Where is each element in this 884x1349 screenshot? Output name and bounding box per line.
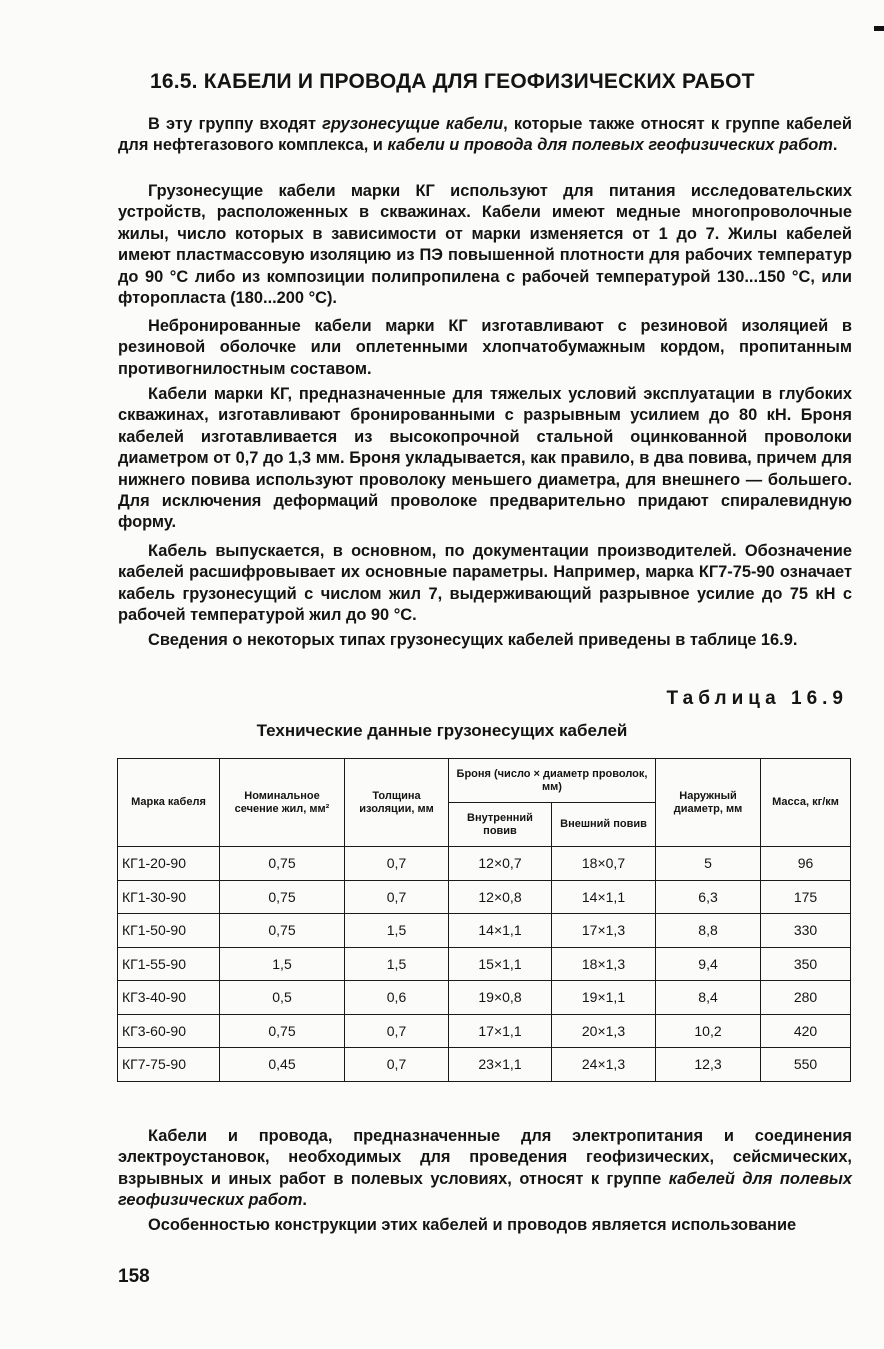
table-row: [118, 880, 851, 914]
cell-mark: КГ1-30-90: [118, 880, 220, 914]
paragraph-designation: Кабель выпускается, в основном, по документации производителей. Обозначение кабелей расшифровывает их основные параметры. Например, марка КГ7-75-90 означает кабель грузонесущий с числом жил 7, выдерживающий разрывное усилие до 75 кН с рабочей температурой жил до 90 °С.: [118, 542, 852, 625]
cell-mass: 350: [761, 947, 851, 981]
cell-outer: 20×1,3: [552, 1014, 656, 1048]
scan-mark: [874, 26, 884, 31]
cell-section: 0,75: [220, 1014, 345, 1048]
cell-mark: КГ1-20-90: [118, 847, 220, 881]
paragraph-kg-cables: Грузонесущие кабели марки КГ используют для питания исследовательских устройств, расположенных в скважинах. Кабели имеют медные многопроволочные жилы, число которых в зависимости от марки изменяется от 1 до 7. Жилы кабелей имеют пластмассовую изоляцию из ПЭ повышенной плотности для рабочих температур до 90 °С либо из композиции полипропилена с рабочей температурой 130...150 °С, или фторопласта (180...200 °С).: [118, 182, 852, 308]
cell-outer: 24×1,3: [552, 1048, 656, 1082]
cell-outer: 19×1,1: [552, 981, 656, 1015]
cell-section: 0,75: [220, 914, 345, 948]
cell-mark: КГ1-50-90: [118, 914, 220, 948]
cell-mass: 280: [761, 981, 851, 1015]
cell-section: 0,45: [220, 1048, 345, 1082]
cell-inner: 17×1,1: [449, 1014, 552, 1048]
cell-diameter: 5: [656, 847, 761, 881]
cell-insulation: 0,7: [345, 847, 449, 881]
table-row: [118, 947, 851, 981]
table-row: [118, 1048, 851, 1082]
header-mark: Марка кабеля: [118, 759, 220, 847]
cell-inner: 12×0,8: [449, 880, 552, 914]
table-row: [118, 914, 851, 948]
cell-diameter: 10,2: [656, 1014, 761, 1048]
cell-inner: 15×1,1: [449, 947, 552, 981]
cell-diameter: 8,8: [656, 914, 761, 948]
page-number: 158: [118, 1266, 150, 1287]
cell-mark: КГ7-75-90: [118, 1048, 220, 1082]
cell-insulation: 0,7: [345, 1048, 449, 1082]
cell-section: 0,5: [220, 981, 345, 1015]
paragraph-armored: Кабели марки КГ, предназначенные для тяжелых условий эксплуатации в глубоких скважинах, изготавливают бронированными с разрывным усилием до 80 кН. Броня кабелей изготавливается из высокопрочной стальной оцинкованной проволоки диаметром от 0,7 до 1,3 мм. Броня укладывается, как правило, в два повива, причем для нижнего повива используют проволоку меньшего диаметра, для внешнего — большего. Для исключения деформаций проволоке предварительно придают спиралевидную форму.: [118, 385, 852, 532]
cell-section: 0,75: [220, 880, 345, 914]
cell-outer: 17×1,3: [552, 914, 656, 948]
table-row: [118, 847, 851, 881]
header-mass: Масса, кг/км: [761, 759, 851, 847]
cell-outer: 14×1,1: [552, 880, 656, 914]
cell-outer: 18×1,3: [552, 947, 656, 981]
term-field-geophysical-cables: кабелей для полевых геофизических работ: [118, 1169, 852, 1210]
paragraph-intro: В эту группу входят грузонесущие кабели, которые также относят к группе кабелей для нефтегазового комплекса, и кабели и провода для полевых геофизических работ.: [118, 115, 852, 155]
cell-mass: 550: [761, 1048, 851, 1082]
cell-inner: 23×1,1: [449, 1048, 552, 1082]
section-heading: 16.5. КАБЕЛИ И ПРОВОДА ДЛЯ ГЕОФИЗИЧЕСКИХ РАБОТ: [150, 70, 755, 93]
cell-mark: КГ3-40-90: [118, 981, 220, 1015]
cable-data-table: [117, 758, 851, 1082]
table-caption: Таблица 16.9: [666, 688, 848, 709]
paragraph-design-feature: Особенностью конструкции этих кабелей и проводов является использование: [148, 1216, 797, 1234]
cell-inner: 12×0,7: [449, 847, 552, 881]
cell-diameter: 8,4: [656, 981, 761, 1015]
cell-diameter: 6,3: [656, 880, 761, 914]
header-outer-layer: Внешний повив: [552, 803, 656, 847]
cell-insulation: 1,5: [345, 914, 449, 948]
cell-mass: 420: [761, 1014, 851, 1048]
cell-inner: 19×0,8: [449, 981, 552, 1015]
paragraph-table-reference: Сведения о некоторых типах грузонесущих кабелей приведены в таблице 16.9.: [148, 631, 798, 649]
table-row: [118, 981, 851, 1015]
cell-mark: КГ3-60-90: [118, 1014, 220, 1048]
header-section: Номинальное сечение жил, мм²: [220, 759, 345, 847]
header-insulation: Толщина изоляции, мм: [345, 759, 449, 847]
cell-outer: 18×0,7: [552, 847, 656, 881]
paragraph-unarmored: Небронированные кабели марки КГ изготавливают с резиновой изоляцией в резиновой оболочке или оплетенными хлопчатобумажным кордом, пропитанным противогнилостным составом.: [118, 317, 852, 378]
cell-inner: 14×1,1: [449, 914, 552, 948]
header-diameter: Наружный диаметр, мм: [656, 759, 761, 847]
cell-diameter: 9,4: [656, 947, 761, 981]
cell-section: 1,5: [220, 947, 345, 981]
cell-diameter: 12,3: [656, 1048, 761, 1082]
header-inner-layer: Внутренний повив: [449, 803, 552, 847]
header-armor: Броня (число × диаметр проволок, мм): [449, 759, 656, 803]
cell-insulation: 0,7: [345, 1014, 449, 1048]
cell-section: 0,75: [220, 847, 345, 881]
cell-mass: 96: [761, 847, 851, 881]
paragraph-field-cables: Кабели и провода, предназначенные для электропитания и соединения электроустановок, необходимых для проведения геофизических, сейсмических, взрывных и иных работ в полевых условиях, относят к группе кабелей для полевых геофизических работ.: [118, 1127, 852, 1210]
table-title: Технические данные грузонесущих кабелей: [256, 721, 628, 740]
cell-insulation: 1,5: [345, 947, 449, 981]
cell-mark: КГ1-55-90: [118, 947, 220, 981]
cell-mass: 175: [761, 880, 851, 914]
term-field-cables: кабели и провода для полевых геофизических работ: [387, 136, 833, 155]
cell-insulation: 0,7: [345, 880, 449, 914]
cell-mass: 330: [761, 914, 851, 948]
cell-insulation: 0,6: [345, 981, 449, 1015]
term-load-bearing-cables: грузонесущие кабели: [322, 115, 504, 133]
table-row: [118, 1014, 851, 1048]
